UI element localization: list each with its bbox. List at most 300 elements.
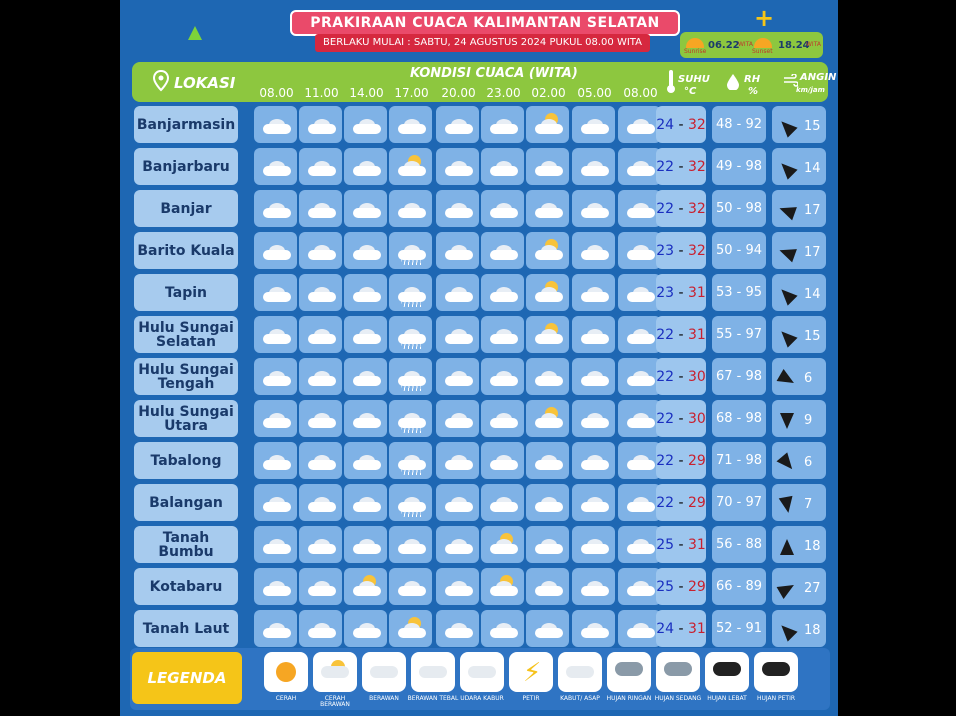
weather-cell — [389, 274, 432, 311]
cloud-icon — [308, 245, 336, 259]
wind-cell — [772, 316, 826, 353]
weather-cell — [389, 400, 432, 437]
rain-icon — [401, 467, 421, 475]
legend-item-label: HUJAN SEDANG — [654, 695, 702, 702]
humidity-cell: 67 - 98 — [712, 358, 766, 395]
location-name: Tapin — [134, 274, 238, 311]
location-name: Hulu Sungai Tengah — [134, 358, 238, 395]
weather-cell — [389, 442, 432, 479]
location-name: Banjarbaru — [134, 148, 238, 185]
cloud-icon — [308, 623, 336, 637]
humidity-cell: 66 - 89 — [712, 568, 766, 605]
humidity-cell: 55 - 97 — [712, 316, 766, 353]
cloud-icon — [263, 203, 291, 217]
weather-cell — [572, 358, 615, 395]
weather-cell — [436, 526, 479, 563]
cloud-icon — [445, 329, 473, 343]
legend-item-label: HUJAN PETIR — [756, 695, 796, 702]
weather-cell — [436, 316, 479, 353]
rain-icon — [401, 509, 421, 517]
thunderstorm-icon — [754, 652, 798, 692]
temperature-cell: 23 - 32 — [656, 232, 706, 269]
weather-cell — [572, 316, 615, 353]
weather-cell — [481, 316, 524, 353]
cloud-icon — [535, 119, 563, 133]
wind-speed: 15 — [804, 119, 821, 134]
weather-cell — [481, 358, 524, 395]
time-header: 08.00 — [623, 86, 658, 100]
cloud-icon — [353, 455, 381, 469]
wind-speed: 7 — [804, 497, 813, 512]
cloud-icon — [490, 119, 518, 133]
sun-times-box — [680, 32, 823, 58]
weather-cell — [254, 568, 297, 605]
weather-cell — [526, 316, 569, 353]
weather-cell — [254, 232, 297, 269]
sun-cloud-icon — [313, 652, 357, 692]
weather-cell — [618, 442, 661, 479]
time-header: 11.00 — [304, 86, 339, 100]
cloud-icon — [627, 161, 655, 175]
heavy-rain-icon — [705, 652, 749, 692]
legend-item-label: CERAH BERAWAN — [320, 695, 350, 708]
weather-cell — [572, 400, 615, 437]
wind-direction-arrow-icon — [776, 326, 797, 347]
cloud-icon — [581, 455, 609, 469]
weather-cell — [481, 484, 524, 521]
weather-cell — [344, 232, 387, 269]
cloud-icon — [445, 287, 473, 301]
location-name: Kotabaru — [134, 568, 238, 605]
weather-cell — [344, 484, 387, 521]
cloud-icon — [353, 581, 381, 595]
cloud-icon — [627, 245, 655, 259]
wind-cell — [772, 484, 826, 521]
wind-speed: 9 — [804, 413, 813, 428]
weather-cell — [389, 106, 432, 143]
cloud-icon — [627, 455, 655, 469]
triangle-decoration-icon — [188, 26, 202, 40]
location-name: Tanah Bumbu — [134, 526, 238, 563]
wind-cell — [772, 190, 826, 227]
weather-cell — [436, 568, 479, 605]
temp-min: 22 — [656, 368, 675, 385]
weather-cell — [344, 106, 387, 143]
page-title: PRAKIRAAN CUACA KALIMANTAN SELATAN — [290, 10, 680, 36]
wind-cell — [772, 568, 826, 605]
humidity-cell: 56 - 88 — [712, 526, 766, 563]
weather-cell — [526, 568, 569, 605]
weather-cell — [436, 190, 479, 227]
cloud-icon — [445, 245, 473, 259]
temp-max: 31 — [687, 620, 706, 637]
legend-item-label: KABUT/ ASAP — [560, 695, 600, 702]
time-header: 05.00 — [577, 86, 612, 100]
weather-cell — [572, 274, 615, 311]
cloud-icon — [490, 371, 518, 385]
weather-cell — [481, 526, 524, 563]
wind-direction-arrow-icon — [780, 413, 794, 429]
weather-cell — [481, 442, 524, 479]
cloud-icon — [535, 581, 563, 595]
weather-cell — [254, 358, 297, 395]
weather-cell — [526, 148, 569, 185]
temp-min: 23 — [656, 242, 675, 259]
cloud-icon — [308, 413, 336, 427]
wind-direction-arrow-icon — [776, 620, 797, 641]
cloud-icon — [627, 203, 655, 217]
humidity-cell: 50 - 98 — [712, 190, 766, 227]
wind-speed: 17 — [804, 203, 821, 218]
wind-direction-arrow-icon — [776, 284, 797, 305]
humidity-cell: 50 - 94 — [712, 232, 766, 269]
moderate-rain-icon — [656, 652, 700, 692]
cloud-icon — [445, 119, 473, 133]
weather-cell — [254, 610, 297, 647]
cloud-icon — [490, 539, 518, 553]
weather-cell — [254, 526, 297, 563]
cloud-icon — [581, 203, 609, 217]
weather-cell — [344, 190, 387, 227]
light-rain-icon — [607, 652, 651, 692]
sunrise-icon — [686, 38, 704, 48]
suhu-unit: °C — [684, 86, 697, 97]
temperature-cell: 22 - 32 — [656, 190, 706, 227]
cloud-icon — [308, 287, 336, 301]
haze-icon — [460, 652, 504, 692]
weather-cell — [389, 190, 432, 227]
cloud-icon — [398, 161, 426, 175]
weather-cell — [344, 400, 387, 437]
sun-icon — [264, 652, 308, 692]
time-header: 20.00 — [441, 86, 476, 100]
cloud-icon — [581, 245, 609, 259]
weather-cell — [254, 442, 297, 479]
rain-icon — [401, 341, 421, 349]
rain-icon — [401, 425, 421, 433]
cloud-icon — [263, 287, 291, 301]
cloud-icon — [263, 539, 291, 553]
weather-cell — [389, 316, 432, 353]
temp-max: 31 — [687, 536, 706, 553]
weather-cell — [481, 190, 524, 227]
temperature-cell: 24 - 32 — [656, 106, 706, 143]
wind-cell — [772, 148, 826, 185]
wind-speed: 17 — [804, 245, 821, 260]
cloud-icon — [627, 497, 655, 511]
humidity-cell: 70 - 97 — [712, 484, 766, 521]
weather-cell — [481, 568, 524, 605]
temp-max: 32 — [687, 242, 706, 259]
temperature-cell: 22 - 32 — [656, 148, 706, 185]
wind-speed: 6 — [804, 455, 813, 470]
cloud-icon — [535, 539, 563, 553]
weather-cell — [481, 148, 524, 185]
weather-cell — [436, 274, 479, 311]
weather-cell — [389, 358, 432, 395]
cloud-icon — [353, 539, 381, 553]
temp-min: 24 — [656, 116, 675, 133]
weather-cell — [618, 358, 661, 395]
weather-cell — [526, 526, 569, 563]
legend-item-label: BERAWAN — [369, 695, 399, 702]
cloud-icon — [398, 623, 426, 637]
cloud-icon — [581, 119, 609, 133]
wind-direction-arrow-icon — [780, 539, 794, 555]
temp-min: 22 — [656, 158, 675, 175]
temp-min: 22 — [656, 410, 675, 427]
weather-cell — [389, 148, 432, 185]
cloud-icon — [353, 497, 381, 511]
weather-cell — [526, 274, 569, 311]
cloud-icon — [490, 245, 518, 259]
weather-cell — [618, 610, 661, 647]
cloud-icon — [353, 371, 381, 385]
weather-cell — [389, 232, 432, 269]
weather-cell — [618, 190, 661, 227]
weather-cell — [526, 484, 569, 521]
location-name: Barito Kuala — [134, 232, 238, 269]
weather-cell — [618, 148, 661, 185]
temp-max: 30 — [687, 368, 706, 385]
cloud-icon — [398, 539, 426, 553]
cloud-icon — [308, 203, 336, 217]
wind-direction-arrow-icon — [777, 202, 797, 221]
weather-cell — [572, 484, 615, 521]
weather-cell — [436, 610, 479, 647]
weather-cell — [299, 106, 342, 143]
weather-cell — [254, 148, 297, 185]
weather-cell — [481, 274, 524, 311]
sunset-time: 18.24 — [778, 40, 810, 51]
cloud-icon — [535, 329, 563, 343]
wind-speed: 18 — [804, 539, 821, 554]
weather-condition-header: KONDISI CUACA (WITA) — [410, 66, 578, 81]
cloud-icon — [490, 329, 518, 343]
angin-header: ANGIN — [800, 72, 837, 83]
temperature-cell: 25 - 31 — [656, 526, 706, 563]
humidity-cell: 48 - 92 — [712, 106, 766, 143]
cloud-icon — [353, 413, 381, 427]
humidity-cell: 53 - 95 — [712, 274, 766, 311]
wind-speed: 14 — [804, 161, 821, 176]
weather-cell — [618, 316, 661, 353]
location-name: Tabalong — [134, 442, 238, 479]
cloud-icon — [535, 413, 563, 427]
humidity-cell: 52 - 91 — [712, 610, 766, 647]
wind-speed: 6 — [804, 371, 813, 386]
weather-cell — [526, 232, 569, 269]
sunset-icon — [754, 38, 772, 48]
wind-speed: 14 — [804, 287, 821, 302]
weather-cell — [299, 526, 342, 563]
weather-cell — [526, 442, 569, 479]
weather-cell — [436, 232, 479, 269]
wind-cell — [772, 232, 826, 269]
cloud-icon — [627, 539, 655, 553]
weather-cell — [344, 568, 387, 605]
cloud-icon — [445, 581, 473, 595]
weather-cell — [572, 442, 615, 479]
weather-cell — [481, 400, 524, 437]
weather-cell — [299, 484, 342, 521]
cloud-icon — [535, 623, 563, 637]
cloud-icon — [263, 623, 291, 637]
wind-cell — [772, 106, 826, 143]
cloud-icon — [308, 119, 336, 133]
wind-direction-arrow-icon — [777, 579, 798, 599]
weather-cell — [299, 568, 342, 605]
table-header — [132, 62, 837, 102]
temp-min: 22 — [656, 452, 675, 469]
weather-cell — [254, 484, 297, 521]
cloud-icon — [263, 581, 291, 595]
weather-cell — [526, 358, 569, 395]
weather-cell — [436, 484, 479, 521]
sunrise-time: 06.22 — [708, 40, 740, 51]
wind-speed: 15 — [804, 329, 821, 344]
cloud-icon — [263, 245, 291, 259]
cloud-icon — [445, 203, 473, 217]
weather-cell — [299, 232, 342, 269]
temp-min: 25 — [656, 578, 675, 595]
weather-cell — [526, 190, 569, 227]
cloud-icon — [353, 119, 381, 133]
temperature-cell: 25 - 29 — [656, 568, 706, 605]
wind-speed: 27 — [804, 581, 821, 596]
sunset-label: Sunset — [752, 48, 773, 55]
cloud-icon — [445, 161, 473, 175]
weather-cell — [436, 400, 479, 437]
weather-cell — [526, 400, 569, 437]
weather-cell — [618, 484, 661, 521]
wind-cell — [772, 400, 826, 437]
weather-cell — [344, 274, 387, 311]
cloud-icon — [263, 371, 291, 385]
cloud-icon — [535, 161, 563, 175]
wind-direction-arrow-icon — [777, 244, 797, 263]
cloud-icon — [263, 161, 291, 175]
temperature-cell: 24 - 31 — [656, 610, 706, 647]
cloud-icon — [535, 203, 563, 217]
weather-cell — [344, 316, 387, 353]
legend-item-label: HUJAN RINGAN — [606, 695, 652, 702]
weather-cell — [299, 274, 342, 311]
forecast-panel — [120, 0, 838, 716]
temp-max: 31 — [687, 284, 706, 301]
cloud-icon — [263, 119, 291, 133]
temp-min: 22 — [656, 494, 675, 511]
location-header: LOKASI — [174, 74, 236, 92]
wind-direction-arrow-icon — [776, 116, 797, 137]
weather-cell — [299, 400, 342, 437]
wind-cell — [772, 274, 826, 311]
thermometer-icon — [667, 70, 675, 94]
temp-max: 29 — [687, 578, 706, 595]
weather-cell — [572, 232, 615, 269]
weather-cell — [344, 442, 387, 479]
location-name: Banjar — [134, 190, 238, 227]
weather-cell — [436, 358, 479, 395]
temperature-cell: 22 - 31 — [656, 316, 706, 353]
lightning-icon: ⚡ — [509, 652, 553, 692]
sunset-unit: WITA — [806, 41, 822, 48]
temp-max: 29 — [687, 452, 706, 469]
temp-max: 32 — [687, 116, 706, 133]
cloud-icon — [535, 287, 563, 301]
weather-cell — [618, 568, 661, 605]
weather-cell — [254, 400, 297, 437]
cloud-icon — [353, 161, 381, 175]
time-header: 14.00 — [349, 86, 384, 100]
cloud-icon — [581, 329, 609, 343]
temperature-cell: 23 - 31 — [656, 274, 706, 311]
temperature-cell: 22 - 29 — [656, 442, 706, 479]
rh-header: RH — [744, 74, 761, 85]
cloud-icon — [581, 413, 609, 427]
location-name: Hulu Sungai Utara — [134, 400, 238, 437]
cloud-icon — [398, 119, 426, 133]
location-name: Tanah Laut — [134, 610, 238, 647]
weather-cell — [572, 610, 615, 647]
weather-cell — [572, 148, 615, 185]
weather-cell — [254, 316, 297, 353]
cloud-icon — [535, 245, 563, 259]
weather-cell — [299, 190, 342, 227]
cloud-icon — [263, 497, 291, 511]
cloud-icon — [627, 287, 655, 301]
cloud-icon — [362, 652, 406, 692]
weather-cell — [344, 358, 387, 395]
weather-cell — [299, 610, 342, 647]
cloud-icon — [627, 413, 655, 427]
humidity-drop-icon — [727, 74, 739, 90]
temp-max: 30 — [687, 410, 706, 427]
wind-speed: 18 — [804, 623, 821, 638]
weather-cell — [254, 106, 297, 143]
time-header: 08.00 — [259, 86, 294, 100]
cloud-icon — [535, 497, 563, 511]
temperature-cell: 22 - 30 — [656, 358, 706, 395]
weather-cell — [572, 190, 615, 227]
weather-cell — [436, 442, 479, 479]
weather-cell — [299, 148, 342, 185]
temperature-cell: 22 - 30 — [656, 400, 706, 437]
location-name: Banjarmasin — [134, 106, 238, 143]
cloud-icon — [627, 581, 655, 595]
wind-direction-arrow-icon — [776, 158, 797, 179]
cloud-icon — [490, 497, 518, 511]
cloud-icon — [627, 623, 655, 637]
weather-cell — [389, 610, 432, 647]
cloud-icon — [263, 413, 291, 427]
rain-icon — [401, 299, 421, 307]
cloud-icon — [308, 371, 336, 385]
cloud-icon — [490, 455, 518, 469]
cloud-icon — [308, 161, 336, 175]
location-pin-icon — [152, 70, 170, 92]
cloud-icon — [308, 455, 336, 469]
wind-cell — [772, 526, 826, 563]
cloud-icon — [353, 329, 381, 343]
cloud-icon — [581, 287, 609, 301]
legend-item-label: BERAWAN TEBAL — [407, 695, 459, 702]
angin-unit: km/jam — [796, 86, 825, 94]
weather-cell — [618, 526, 661, 563]
cloud-icon — [490, 623, 518, 637]
rh-unit: % — [748, 86, 759, 97]
sunrise-unit: WITA — [738, 41, 754, 48]
